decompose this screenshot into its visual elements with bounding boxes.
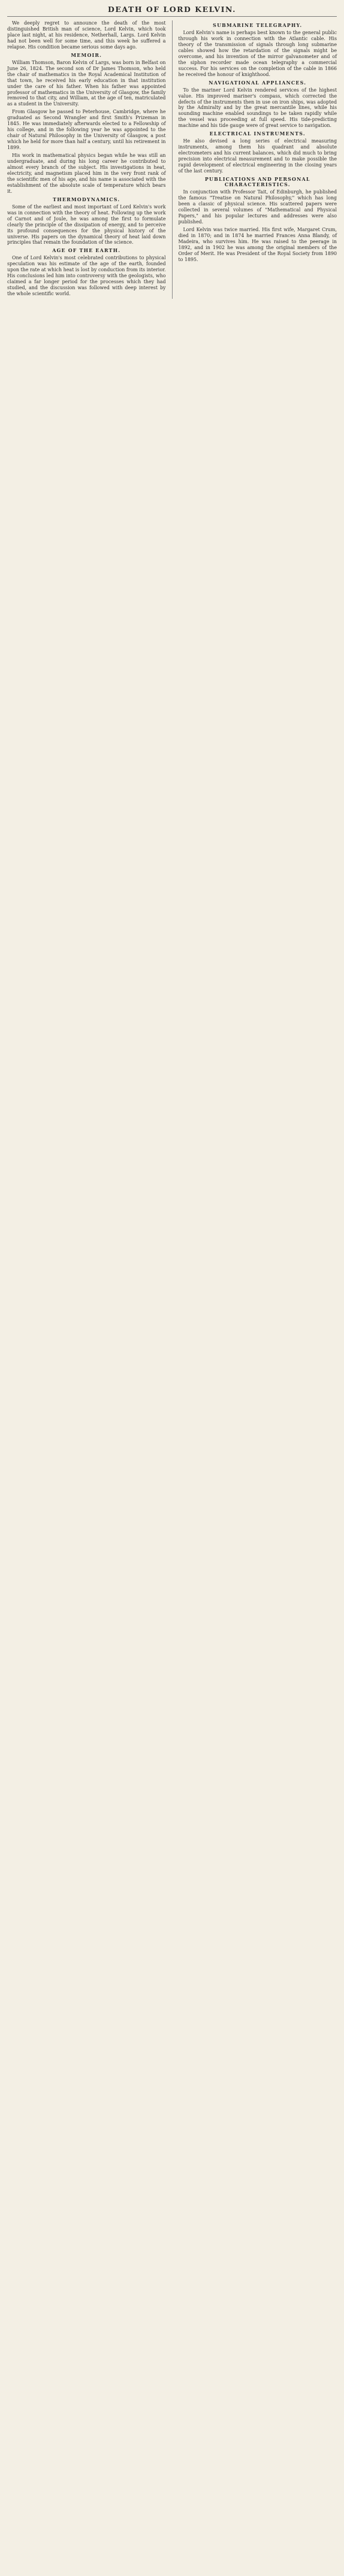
article-lede: We deeply regret to announce the death of the most distinguished British man of science, Lord Kelvin, which took place last night, at his residence, Netherhall, Largs. Lord Kelvin had not been well for some time, and this week he suffered a relapse. His condition became serious some days ago. — [7, 20, 166, 50]
paragraph: Lord Kelvin's name is perhaps best known to the general public through his work in connection with the Atlantic cable. His theory of the transmission of signals through long submarine cables showed how the retardation of the signals might be overcome, and his invention of the mirror galvanometer and of the siphon recorder made ocean telegraphy a commercial success. For his services on the completion of the cable in 1866 he received the honour of knighthood. — [178, 30, 337, 77]
article-columns — [7, 20, 337, 299]
column-divider — [172, 20, 173, 299]
paragraph: He also devised a long series of electrical measuring instruments, among them his quadrant and absolute electrometers and his current balances, which did much to bring precision into electrical measurement and to make possible the rapid development of electrical engineering in the closing years of the last century. — [178, 138, 337, 174]
paragraph: To the mariner Lord Kelvin rendered services of the highest value. His improved mariner's compass, which corrected the defects of the instruments then in use on iron ships, was adopted by the Admiralty and by the great mercantile lines, while his sounding machine enabled soundings to be taken rapidly while the vessel was proceeding at full speed. His tide-predicting machine and his tide gauge were of great service to navigation. — [178, 87, 337, 129]
section-heading: AGE OF THE EARTH. — [52, 248, 121, 254]
section-heading: SUBMARINE TELEGRAPHY. — [213, 23, 303, 28]
paragraph: Some of the earliest and most important of Lord Kelvin's work was in connection with the theory of heat. Following up the work of Carnot and of Joule, he was among the first to formulate clearly the principle of the dissipation of energy, and to perceive its profound consequences for the physical history of the universe. His papers on the dynamical theory of heat laid down principles that remain the foundation of the science. — [7, 204, 166, 246]
section-heading: MEMOIR. — [71, 52, 102, 58]
paragraph: From Glasgow he passed to Peterhouse, Cambridge, where he graduated as Second Wrangler and first Smith's Prizeman in 1845. He was immediately afterwards elected to a Fellowship of his college, and in the following year he was appointed to the chair of Natural Philosophy in the University of Glasgow, a post which he held for more than half a century, until his retirement in 1899. — [7, 109, 166, 151]
title-rule — [7, 16, 337, 17]
section-heading: NAVIGATIONAL APPLIANCES. — [209, 80, 307, 86]
column-right — [179, 20, 337, 299]
section-heading: ELECTRICAL INSTRUMENTS. — [209, 131, 306, 137]
paragraph: Lord Kelvin was twice married. His first wife, Margaret Crum, died in 1870; and in 1874 he married Frances Anna Blandy, of Madeira, who survives him. He was raised to the peerage in 1892, and in 1902 he was among the original members of the Order of Merit. He was President of the Royal Society from 1890 to 1895. — [178, 226, 337, 262]
paragraph: His work in mathematical physics began while he was still an undergraduate, and during his long career he contributed to almost every branch of the subject. His investigations in heat, electricity, and magnetism placed him in the very front rank of the scientific men of his age, and his name is associated with the establishment of the absolute scale of temperature which bears it. — [7, 153, 166, 194]
masthead — [7, 5, 337, 14]
paragraph: In conjunction with Professor Tait, of Edinburgh, he published the famous "Treatise on Natural Philosophy," which has long been a classic of physical science. His scattered papers were collected in several volumes of "Mathematical and Physical Papers," and his popular lectures and addresses were also published. — [178, 189, 337, 225]
column-left — [7, 20, 166, 299]
article-title: DEATH OF LORD KELVIN. — [108, 5, 236, 14]
section-heading: PUBLICATIONS AND PERSONAL CHARACTERISTICS. — [204, 177, 310, 188]
section-heading: THERMODYNAMICS. — [53, 196, 120, 202]
paragraph: One of Lord Kelvin's most celebrated contributions to physical speculation was his estimate of the age of the earth, founded upon the rate at which heat is lost by conduction from its interior. His conclusions led him into controversy with the geologists, who claimed a far longer period for the processes which they had studied, and the discussion was followed with deep interest by the whole scientific world. — [7, 255, 166, 297]
paragraph: William Thomson, Baron Kelvin of Largs, was born in Belfast on June 26, 1824. The second son of Dr James Thomson, who held the chair of mathematics in the Royal Academical Institution of that town, he received his early education in that institution under the care of his father. When his father was appointed professor of mathematics in the University of Glasgow, the family removed to that city, and William, at the age of ten, matriculated as a student in the University. — [7, 59, 166, 107]
